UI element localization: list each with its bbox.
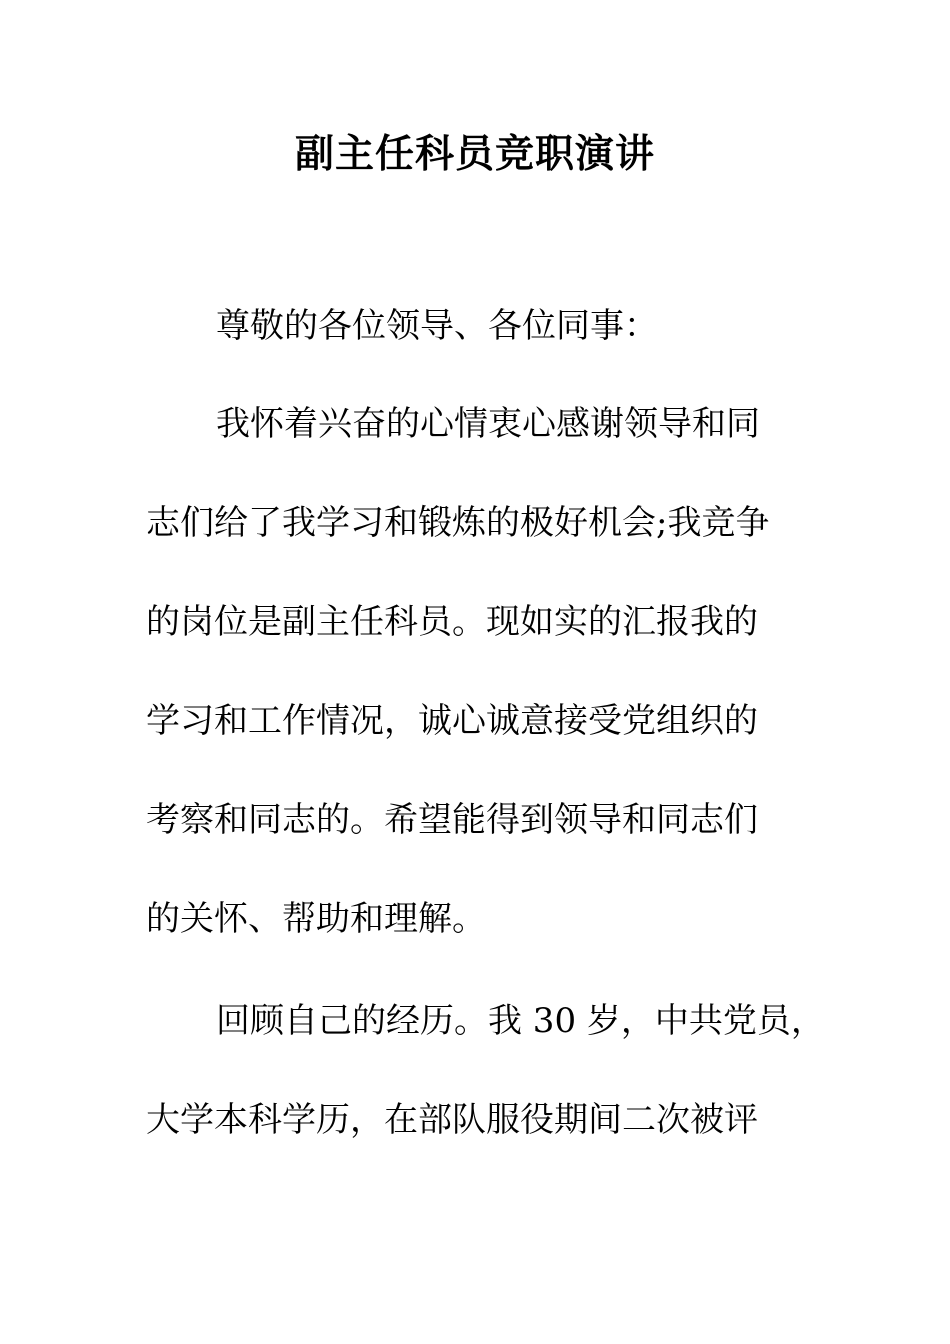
document-title: 副主任科员竞职演讲 — [294, 131, 655, 177]
text-line: 的岗位是副主任科员。现如实的汇报我的 — [146, 602, 758, 642]
text-line: 的关怀、帮助和理解。 — [146, 899, 486, 939]
text-line: 志们给了我学习和锻炼的极好机会;我竞争 — [146, 503, 770, 543]
text-line: 大学本科学历，在部队服役期间二次被评 — [146, 1100, 758, 1140]
text-line: 考察和同志的。希望能得到领导和同志们 — [146, 800, 758, 840]
text-line: 学习和工作情况，诚心诚意接受党组织的 — [146, 701, 758, 741]
text-line: 我怀着兴奋的心情衷心感谢领导和同 — [216, 404, 760, 444]
text-line: 回顾自己的经历。我 30 岁，中共党员， — [216, 1001, 825, 1041]
text-line-salutation: 尊敬的各位领导、各位同事： — [216, 306, 658, 346]
